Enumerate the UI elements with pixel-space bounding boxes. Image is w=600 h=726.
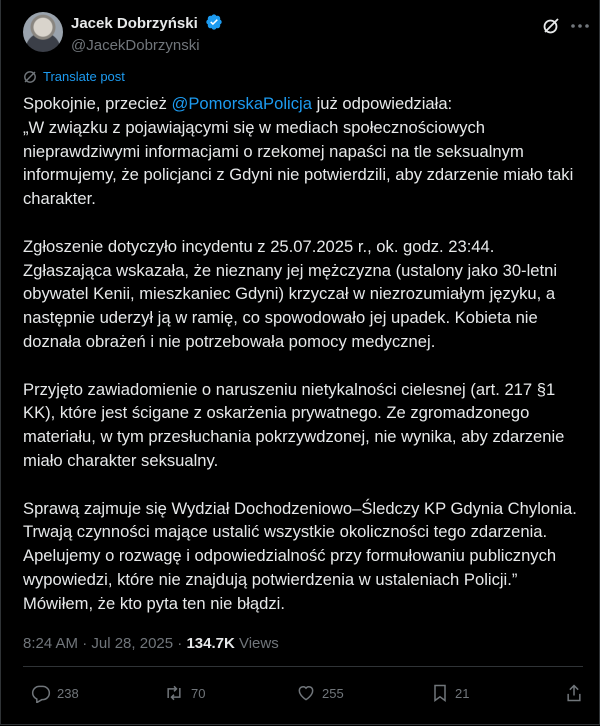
repost-icon [163,683,185,703]
bookmark-button[interactable] [431,683,469,703]
repost-button[interactable] [163,683,205,703]
verified-badge-icon [205,13,223,31]
post-meta [23,635,279,652]
post-timestamp[interactable]: 8:24 AM · Jul 28, 2025 · [23,635,187,652]
views-count: 134.7K [186,635,235,652]
post-text-intro: Spokojnie, przecież [23,94,172,113]
post-text [23,92,583,616]
share-icon [565,683,583,703]
translate-icon [23,70,37,84]
post-header [23,12,583,56]
like-count: 255 [322,685,344,701]
action-bar [23,683,583,707]
author-handle[interactable]: @JacekDobrzynski [71,37,200,54]
views-label: Views [234,635,279,652]
grok-icon[interactable] [541,16,561,36]
like-button[interactable] [296,683,344,703]
author-info [71,13,223,54]
repost-count: 70 [191,685,206,701]
bookmark-icon [431,683,449,703]
reply-button[interactable] [31,683,79,703]
heart-icon [296,683,316,703]
translate-post-label: Translate post [43,69,125,84]
divider [23,666,583,667]
more-options-icon[interactable] [569,16,591,36]
post-text-body: już odpowiedziała: „W związku z pojawiającymi się w mediach społecznościowych nieprawdziwymi informacjami o rzekomej napaści na tle seksualnym informujemy, że policjanci z Gdyni nie potwierdzili, aby zdarzenie miało taki charakter. Zgłoszenie dotyczyło incydentu z 25.07.2025 r., ok. godz. 23:44. Zgłaszająca wskazała, że nieznany jej mężczyzna (ustalony jako 30-letni obywatel Kenii, mieszkaniec Gdyni) krzyczał w niezrozumiałym języku, a następnie uderzył ją w ramię, co spowodowało jej upadek. Kobieta nie doznała obrażeń i nie potrzebowała pomocy medycznej. Przyjęto zawiadomienie o naruszeniu nietykalności cielesnej (art. 217 §1 KK), które jest ścigane z oskarżenia prywatnego. Ze zgromadzonego materiału, w tym przesłuchania pokrzywdzonej, nie wynika, aby zdarzenie miało charakter seksualny. Sprawą zajmuje się Wydział Dochodzeniowo–Śledczy KP Gdynia Chylonia. Trwają czynności mające ustalić wszystkie okoliczności tego zdarzenia. Apelujemy o rozwagę i odpowiedzialność przy formułowaniu publicznych wypowiedzi, które nie znajdują potwierdzenia w ustaleniach Policji.” Mówiłem, że kto pyta ten nie błądzi. [23,94,577,613]
bookmark-count: 21 [455,685,470,701]
mention-link[interactable]: @PomorskaPolicja [171,94,312,113]
share-button[interactable] [565,683,583,703]
avatar[interactable] [23,12,63,52]
author-display-name[interactable]: Jacek Dobrzyński [71,15,198,32]
reply-icon [31,683,51,703]
translate-post-link[interactable] [23,69,125,84]
reply-count: 238 [57,685,79,701]
